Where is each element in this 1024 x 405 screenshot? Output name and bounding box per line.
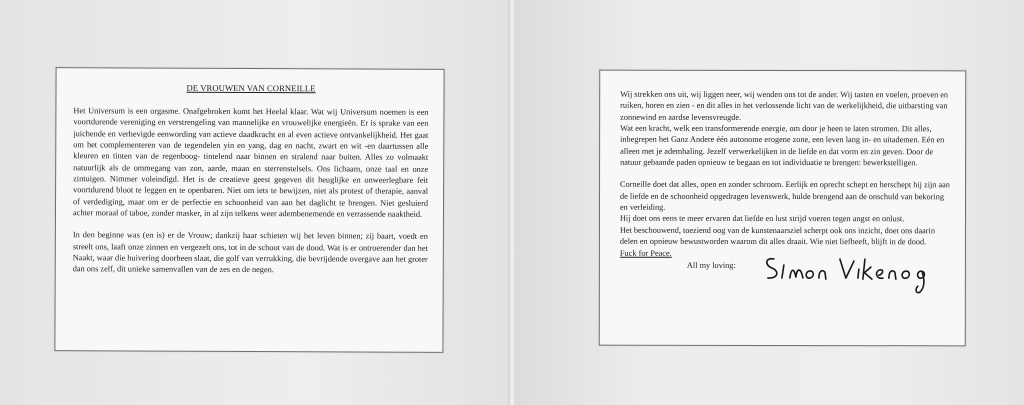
card-title: DE VROUWEN VAN CORNEILLE [186, 82, 316, 94]
right-paragraph-5: Het beschouwend, toeziend oog van de kunstenaarsziel scherpt ook ons inzicht, doet ons daarin delen en opnieuw bewustworden waarom dit alles draait. Wie niet liefheeft, blijft in de dood. [619, 225, 935, 247]
left-text-card [54, 67, 444, 353]
left-paragraph-1: Het Universum is een orgasme. Onafgebroken komt het Heelal klaar. Wat wij Universum noemen is een voortdurende vereniging en verstrengeling van mannelijke en vrouwelijke energieën. Er is sprake van een juichende en verhevigde eenwording van actieve daadkracht en al even actieve ontvankelijkheid. Het gaat om het complementeren van de tegendelen yin en yang, dag en nacht, zwart en wit -en daartussen alle kleuren en tinten van de regenboog- tintelend naar binnen en stralend naar buiten. Alles zo volmaakt natuurlijk als de ommegang van zon, aarde, maan en sterrenstelsels. Ons lichaam, onze taal en onze zintuigen. Nimmer voleindigd. Het is de creatieve geest gegeven dit heuglijke en onweerlegbare feit voortdurend bloot te leggen en te openbaren. Niet om iets te bewijzen, niet als protest of therapie, aanval of verdediging, maar om er de perfectie en schoonheid van aan het daglicht te brengen. Niet gesluierd achter moraal of taboe, zonder masker, in al zijn telkens weer adembenemende en verrassende naaktheid. [72, 106, 429, 219]
left-paragraph-2: In den beginne was (en is) er de Vrouw; dankzij haar schieten wij het leven binnen; zij baart, voedt en streelt ons, laaft onze zinnen en vergezelt ons, tot in de schoot van de dood. Wat is er ontroerender dan het Naakt, waar die huivering doorheen slaat, die golf van verrukking, die bevrijdende overgave aan het groter dan ons zelf, dit unieke samenvallen van de zes en de negen. [72, 230, 428, 275]
right-paragraph-2: Wat een kracht, welk een transformerende energie, om door je heen te laten stromen. Dit alles, inbegrepen het Ganz Andere één autonome erogene zone, een leven lang in- en uitademen. Eén en alleen met je ademhaling. Jezelf verwerkelijken in de liefde en dat vorm en zin geven. Door de natuur gebaande paden opnieuw te begaan en tot individuatie te brengen: bewerkstelligen. [620, 123, 945, 168]
paragraph-gap [620, 168, 951, 180]
right-paragraph-4: Hij doet ons eens te meer ervaren dat liefde en lust strijd voeren tegen angst en onlust. [619, 214, 905, 224]
right-text-card [599, 70, 966, 347]
right-paragraph-1: Wij strekken ons uit, wij liggen neer, wij wenden ons tot de ander. Wij tasten en voelen, proeven en ruiken, horen en zien - en dit alles in het verlossende licht van de werkelijkheid, die uitbarsting van zonnewind en aardse levensvreugde. [620, 89, 949, 122]
signoff-text: All my loving: [686, 261, 736, 271]
signature-row [620, 259, 951, 294]
right-paragraph-3: Corneille doet dat alles, open en zonder schroom. Eerlijk en oprecht schept en herschept hij zijn aan de liefde en de schoonheid opgedragen levenswerk, hulde brengend aan de onschuld van bekoring en verleiding. [619, 180, 950, 212]
book-gutter [508, 0, 516, 405]
closing-line: Fuck for Peace. [619, 249, 672, 259]
handwritten-signature [760, 249, 950, 295]
